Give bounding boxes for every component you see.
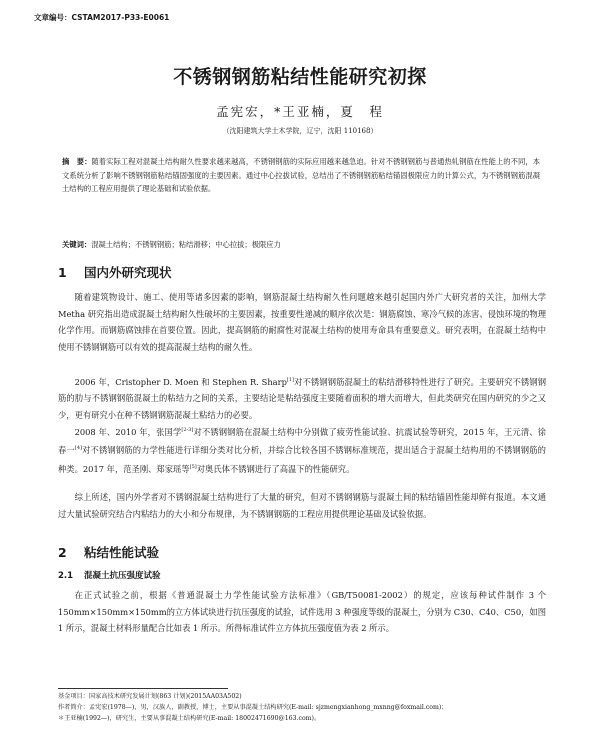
paragraph-text: 2006 年，Cristopher D. Moen 和 Stephen R. Sharp <box>74 376 287 387</box>
subsection-number: 2.1 <box>58 571 74 581</box>
paper-title: 不锈钢钢筋粘结性能研究初探 <box>173 66 427 88</box>
subsection-title: 混凝土抗压强度试验 <box>84 571 161 581</box>
paragraph-4: 综上所述，国内外学者对不锈钢混凝土结构进行了大量的研究，但对不锈钢钢筋与混凝土间的粘结锚固性能却鲜有报道。本文通过大量试验研究结合内粘结力的大小和分布规律，为不锈钢钢筋的工程应用提供理论基础及试验依据。 <box>58 492 546 519</box>
abstract <box>62 155 540 196</box>
section-title: 粘结性能试验 <box>84 545 160 560</box>
paragraph-text: 2008 年、2010 年，张国学 <box>74 426 182 437</box>
footnote-funding: 基金项目：国家高技术研究发展计划(863 计划)(2015AA03A502) <box>58 693 242 700</box>
citation: [4] <box>74 445 82 452</box>
citation: [2-3] <box>181 427 194 433</box>
paragraph-1: 随着建筑物设计、施工、使用等诸多因素的影响，钢筋混凝土结构耐久性问题越来越引起国内外广大研究者的关注，加州大学 Metha 研究指出造成混凝土结构耐久性破坏的主要因素，按重要性递减的顺序依次是：钢筋腐蚀、寒冷气候的冻害、侵蚀环境的物理化学作用。而钢筋腐蚀排在首要位置。因此，提高钢筋的耐腐性对混凝土结构的使用寿命具有重要意义。研究表明，在混凝土结构中使用不锈钢钢筋可以有效的提高混凝土结构的耐久性。 <box>58 292 546 352</box>
section-heading-2 <box>58 543 159 561</box>
paragraph-5: 在正式试验之前，根据《普通混凝土力学性能试验方法标准》（GB/T50081-2002）的规定，应该每种试件制作 3 个150mm×150mm×150mm的立方体试块进行抗压强度的试验，试件选用 3 种强度等级的混凝土，分别为 C30、C40、C50，如图 1 所示，混凝土材料形量配合比如表 1 所示。所得标准试件立方体抗压强度值为表 2 所示。 <box>58 590 546 633</box>
keywords-text: 混凝土结构；不锈钢钢筋；粘结滑移；中心拉拔；极限应力 <box>91 240 281 249</box>
author-list: 孟宪宏，*王亚楠，夏 程 <box>216 104 384 119</box>
citation: [5] <box>189 463 197 470</box>
paragraph-3 <box>58 422 546 477</box>
section-heading-1 <box>58 263 172 281</box>
abstract-text: 随着实际工程对混凝土结构耐久性要求越来越高，不锈钢钢筋的实际应用越来越急迫。针对不锈钢钢筋与普通热轧钢筋在性能上的不同，本文系统分析了影响不锈钢钢筋粘结锚固强度的主要因素。通过中心拉拔试验，总结出了不锈钢钢筋粘结锚固极限应力的计算公式，为不锈钢钢筋混凝土结构的工程应用提供了理论基础和试验依据。 <box>62 157 540 193</box>
affiliation: （沈阳建筑大学土木学院，辽宁，沈阳 110168） <box>222 127 378 135</box>
article-number: 文章编号：CSTAM2017-P33-E0061 <box>34 13 170 22</box>
section-number: 2 <box>58 545 67 560</box>
footnote-author-1: 作者简介：孟宪宏(1978—)，男，汉族人，副教授，博士，主要从事混凝土结构研究(E-mail: sjzmengxianhong_mxnng@foxmail.com)； <box>58 704 448 711</box>
section-title: 国内外研究现状 <box>84 265 172 280</box>
paragraph-text: 对不锈钢钢筋混凝土的粘结滑移特性进行了研究。主要研究不锈钢钢筋的肋与不锈钢钢筋混凝土的粘结力之间的关系，主要结论是粘结强度主要随着面积的增大而增大，但此类研究在国内研究的少之又少，更有研究小在种不锈钢钢筋混凝土粘结力的必要。 <box>58 376 546 420</box>
section-number: 1 <box>58 265 67 280</box>
keywords-label: 关键词： <box>62 240 92 249</box>
footnote-rule <box>58 688 228 689</box>
subsection-heading-2-1 <box>58 569 161 581</box>
paragraph-text: 对不锈钢钢筋的力学性能进行详细分类对比分析，并综合比较各国不锈钢标准规范，提出适合于混凝土结构用的不锈钢钢筋的种类。2017 年，范圣刚、郑家瑶等 <box>58 445 546 474</box>
paragraph-2 <box>58 372 546 423</box>
paragraph-text: 对不锈钢钢筋在混凝土结构中分别做了疲劳性能试验、抗震试验等研究，2015 年，王元清、徐春一 <box>58 426 546 456</box>
citation: [1] <box>286 377 294 383</box>
footnote-author-2: ＊王亚楠(1992—)，研究生，主要从事混凝土结构研究(E-mail: 18002471690@163.com)。 <box>58 715 321 722</box>
paragraph-text: 对奥氏体不锈钢进行了高温下的性能研究。 <box>196 463 355 474</box>
keywords <box>62 239 540 251</box>
abstract-label: 摘 要： <box>62 157 92 166</box>
